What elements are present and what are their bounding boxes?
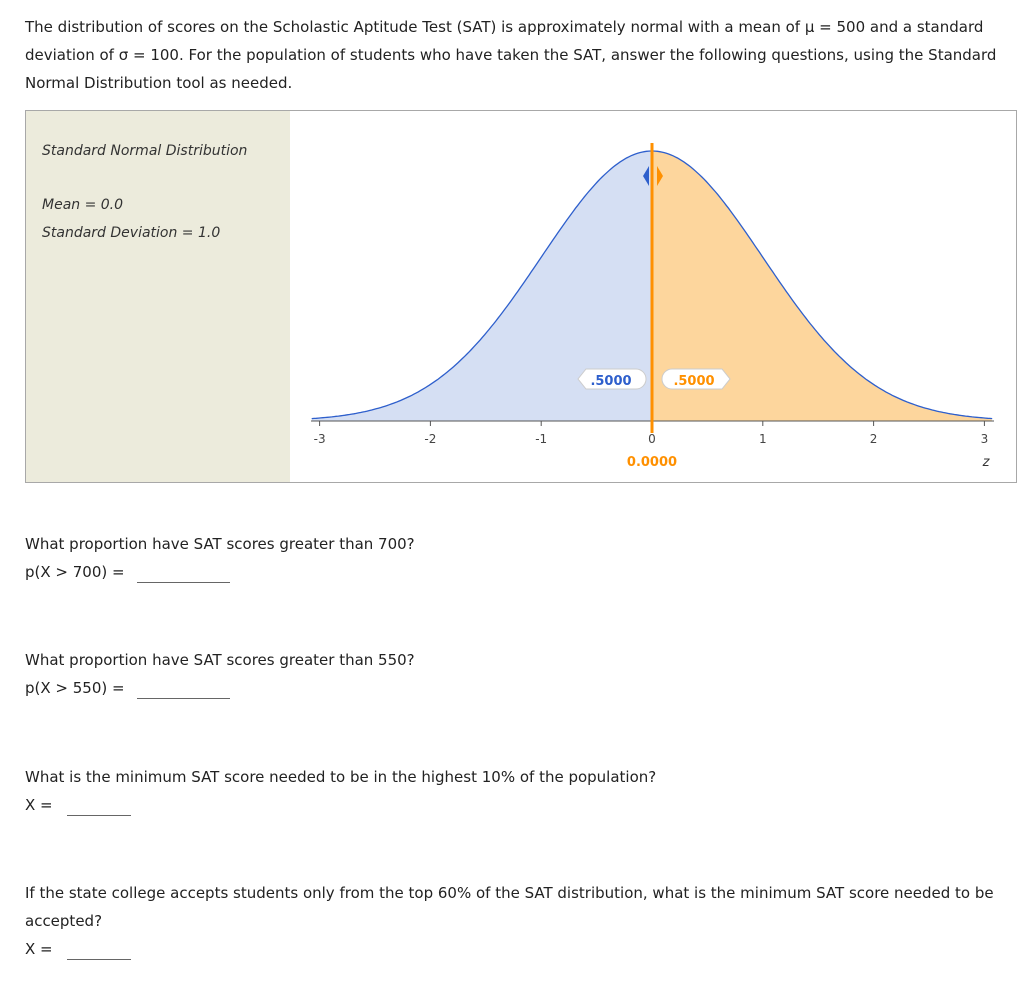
distribution-plot[interactable] — [26, 111, 1016, 482]
question-text: What is the minimum SAT score needed to be in the highest 10% of the population? — [25, 768, 657, 786]
question-1 — [25, 530, 415, 586]
right-area-label — [662, 369, 730, 389]
right-area-value: .5000 — [673, 374, 715, 389]
problem-intro: The distribution of scores on the Scholastic Aptitude Test (SAT) is approximately normal with a mean of μ = 500 and a standard deviation of σ = 100. For the population of students who have taken the SAT, answer the following questions, using the Standard Normal Distribution tool as needed. — [25, 18, 997, 92]
question-3 — [25, 763, 656, 819]
question-4 — [25, 879, 1015, 963]
tick-label: -3 — [313, 432, 326, 446]
answer-label: X = — [25, 796, 53, 814]
tick-label: 3 — [980, 432, 989, 446]
question-text: If the state college accepts students only from the top 60% of the SAT distribution, what is the minimum SAT score needed to be accepted? — [25, 884, 994, 930]
mean-label: Mean = 0.0 — [42, 197, 124, 213]
question-text: What proportion have SAT scores greater than 550? — [25, 651, 415, 669]
answer-input-top-60-score[interactable] — [67, 939, 131, 960]
answer-label: p(X > 550) = — [25, 679, 125, 697]
answer-input-top-10-score[interactable] — [67, 795, 131, 816]
answer-input-p-gt-700[interactable] — [137, 562, 230, 583]
z-axis-label: z — [982, 455, 990, 470]
answer-input-p-gt-550[interactable] — [137, 678, 230, 699]
tick-label: -1 — [535, 432, 548, 446]
sd-label: Standard Deviation = 1.0 — [42, 225, 221, 241]
tick-label: 2 — [869, 432, 878, 446]
z-value: 0.0000 — [626, 455, 678, 470]
standard-normal-distribution-tool — [25, 110, 1017, 483]
tick-label: 1 — [758, 432, 767, 446]
question-2 — [25, 646, 415, 702]
answer-label: p(X > 700) = — [25, 563, 125, 581]
tool-title: Standard Normal Distribution — [42, 143, 248, 159]
answer-label: X = — [25, 940, 53, 958]
tick-label: 0 — [648, 432, 656, 446]
question-text: What proportion have SAT scores greater than 700? — [25, 535, 415, 553]
tick-label: -2 — [424, 432, 437, 446]
left-area-value: .5000 — [590, 374, 632, 389]
left-area-label — [578, 369, 646, 389]
